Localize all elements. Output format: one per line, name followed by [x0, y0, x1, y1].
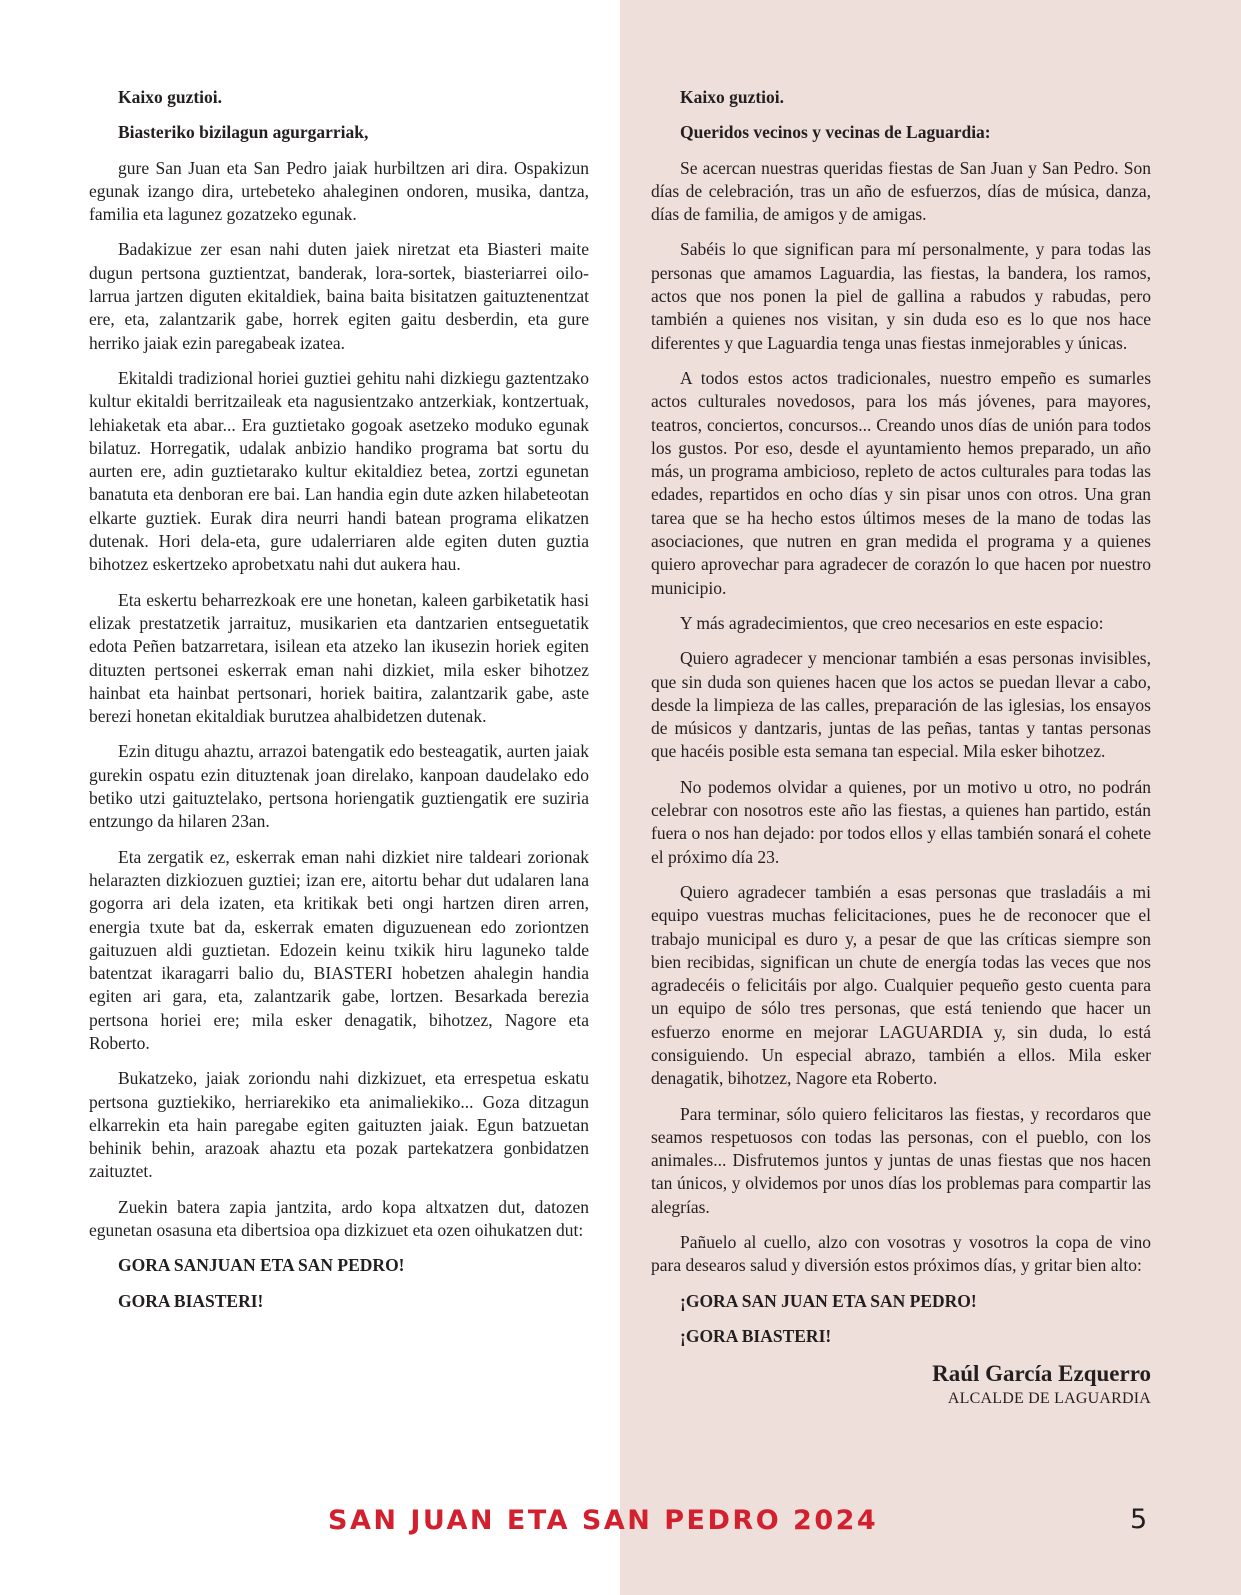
paragraph: Quiero agradecer también a esas personas que trasladáis a mi equipo vuestras muchas felicitaciones, pues he de reconocer que el trabajo municipal es duro y, a pesar de que las críticas siempre son bien recibidas, significan un chute de energía todas las veces que nos agradecéis o felicitáis por algo. Cualquier pequeño gesto cuenta para un equipo de sólo tres personas, que está teniendo que hacer un esfuerzo enorme en mejorar LAGUARDIA y, sin duda, lo está consiguiendo. Un especial abrazo, también a ellos. Mila esker denagatik, bihotzez, Nagore eta Roberto.	[651, 881, 1151, 1089]
signature-role: ALCALDE DE LAGUARDIA	[947, 1390, 1151, 1408]
cheer: ¡GORA BIASTERI!	[680, 1325, 832, 1346]
paragraph: gure San Juan eta San Pedro jaiak hurbiltzen ari dira. Ospakizun egunak izango dira, urtebeteko ahaleginen ondoren, musika, dantza, familia eta lagunez gozatzeko egunak.	[89, 157, 589, 225]
cheer: GORA BIASTERI!	[118, 1290, 264, 1311]
paragraph: No podemos olvidar a quienes, por un motivo u otro, no podrán celebrar con nosotros este año las fiestas, a quienes han partido, están fuera o nos han dejado: por todos ellos y ellas también sonará el cohete el próximo día 23.	[651, 776, 1151, 867]
paragraph: Eta eskertu beharrezkoak ere une honetan, kaleen garbiketatik hasi elizak prestatzetik jarraituz, musikarien eta dantzarien entseguetatik edota Peñen batzarretara, isilean eta atzeko lan ikusezin horiek egiten dituzten pertsonei eskerrak eman nahi dizkiet, mila esker bihotzez hainbat eta hainbat pertsonari, horiek baitira, zalantzarik gabe, aste berezi honetan ekitaldiak burutzea ahalbidetzen dutenak.	[89, 589, 589, 727]
salutation: Biasteriko bizilagun agurgarriak,	[118, 122, 369, 143]
salutation: Queridos vecinos y vecinas de Laguardia:	[680, 122, 991, 143]
footer-title: SAN JUAN ETA SAN PEDRO 2024	[328, 1505, 879, 1536]
paragraph: Ezin ditugu ahaztu, arrazoi batengatik edo besteagatik, aurten jaiak gurekin ospatu ezin dituztenak joan direlako, kanpoan daudelako edo betiko utzi gaituztelako, pertsona horiengatik guztiengatik ere suziria entzungo da hilaren 23an.	[89, 741, 589, 832]
page-number: 5	[1130, 1504, 1148, 1535]
paragraph: Pañuelo al cuello, alzo con vosotras y vosotros la copa de vino para desearos salud y diversión estos próximos días, y gritar bien alto:	[651, 1232, 1151, 1276]
paragraph: Zuekin batera zapia jantzita, ardo kopa altxatzen dut, datozen egunetan osasuna eta dibertsioa opa dizkizuet eta ozen oihukatzen dut:	[89, 1196, 589, 1241]
paragraph: Quiero agradecer y mencionar también a esas personas invisibles, que sin duda son quienes hacen que los actos se puedan llevar a cabo, desde la limpieza de las calles, preparación de las iglesias, los ensayos de músicos y dantzaris, juntas de las peñas, tantas y tantas personas que hacéis posible esta semana tan especial. Mila esker bihotzez.	[651, 648, 1151, 762]
greeting: Kaixo guztioi.	[118, 87, 223, 107]
signature-name: Raúl García Ezquerro	[932, 1361, 1151, 1387]
cheer: ¡GORA SAN JUAN ETA SAN PEDRO!	[680, 1290, 977, 1311]
signature	[651, 1360, 1151, 1410]
paragraph: Y más agradecimientos, que creo necesarios en este espacio:	[680, 612, 1104, 633]
paragraph: Sabéis lo que significan para mí personalmente, y para todas las personas que amamos Laguardia, las fiestas, la bandera, los ramos, actos que nos ponen la piel de gallina a rabudos y rabudas, pero también a quienes nos visitan, y sin duda eso es lo que nos hace diferentes y que Laguardia tenga unas fiestas inmejorables y únicas.	[651, 239, 1151, 353]
cheer: GORA SANJUAN ETA SAN PEDRO!	[118, 1255, 405, 1276]
paragraph: Para terminar, sólo quiero felicitaros las fiestas, y recordaros que seamos respetuosos con todas las personas, con el pueblo, con los animales... Disfrutemos juntos y juntas de unas fiestas que nos hacen tan únicos, y olvidemos por unos días los problemas para compartir las alegrías.	[651, 1103, 1151, 1217]
paragraph: Eta zergatik ez, eskerrak eman nahi dizkiet nire taldeari zorionak helarazten dizkiozuen guztiei; izan ere, aitortu behar dut udalaren lana gogorra ari dela izaten, eta kritikak beti ongi hartzen diren arren, energia txute bat da, eskerrak ematen diguzuenean edo zoriontzen gaituzuen aldi guztietan. Edozein keinu txikik hiru laguneko talde batentzat ikaragarri balio du, BIASTERI hobetzen ahalegin handia egiten ari gara, eta, zalantzarik gabe, lortzen. Besarkada berezia pertsona horiei ere; mila esker denagatik, bihotzez, Nagore eta Roberto.	[89, 846, 589, 1053]
paragraph: Ekitaldi tradizional horiei guztiei gehitu nahi dizkiegu gaztentzako kultur ekitaldi berritzaileak eta nagusientzako antzerkiak, kontzertuak, lehiaketak eta abar... Era guztietako gogoak asetzeko moduko egunak bilatuz. Horregatik, udalak anbizio handiko programa bat sortu du aurten ere, adin guztietarako kultur ekitaldiez betea, zortzi egunetan banatuta eta denboran ere bai. Lan handia egin dute azken hilabeteotan elkarte guztiek. Eurak dira neurri handi batean programa elikatzen dutenak. Hori dela-eta, gure udalerriaren alde egiten duten guztia bihotzez eskertzeko aprobetxatu nahi dut aukera hau.	[89, 367, 589, 575]
greeting: Kaixo guztioi.	[680, 87, 785, 107]
spanish-letter	[651, 86, 1151, 1410]
paragraph: Bukatzeko, jaiak zoriondu nahi dizkizuet, eta errespetua eskatu pertsona guztiekiko, herriarekiko eta animaliekiko... Goza ditzagun elkarrekin eta hain paregabe egiten gaituzten jaiak. Egun batzuetan behinik behin, arazoak ahaztu eta pozak partekatzera gonbidatzen zaituztet.	[89, 1068, 589, 1182]
paragraph: Se acercan nuestras queridas fiestas de San Juan y San Pedro. Son días de celebración, tras un año de esfuerzos, días de música, danza, días de familia, de amigos y de amigas.	[651, 157, 1151, 225]
paragraph: A todos estos actos tradicionales, nuestro empeño es sumarles actos culturales novedosos, para los más jóvenes, para mayores, teatros, conciertos, concursos... Creando unos días de unión para todos los gustos. Por eso, desde el ayuntamiento hemos preparado, un año más, un programa ambicioso, repleto de actos culturales para todas las edades, repartidos en ocho días y sin pisar unos con otros. Una gran tarea que se ha hecho estos últimos meses de la mano de todas las asociaciones, que nutren en gran medida el programa y a quienes quiero aprovechar para agradecer de corazón lo que hacen por nuestro municipio.	[651, 367, 1151, 598]
basque-letter	[89, 86, 589, 1325]
paragraph: Badakizue zer esan nahi duten jaiek niretzat eta Biasteri maite dugun pertsona guztientzat, banderak, lora-sortek, biasteriarrei oilo-larrua jartzen diguten ekitaldiek, baina baita bisitatzen gaituztenentzat ere, eta, zalantzarik gabe, horrek egiten gaitu desberdin, eta gure herriko jaiak ezin paregabeak izatea.	[89, 239, 589, 353]
